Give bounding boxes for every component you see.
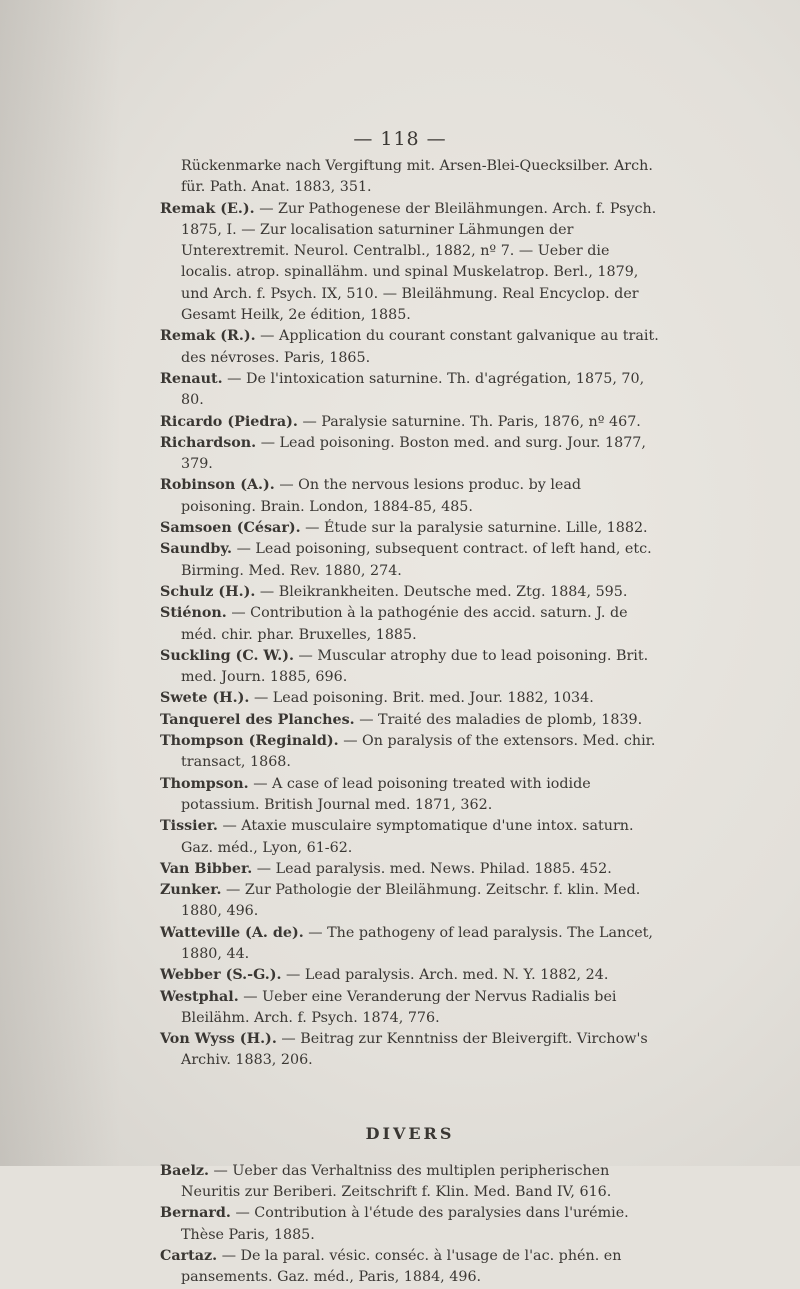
entry-text: — Zur Pathogenese der Bleilähmungen. Arch. f. Psych. 1875, I. — Zur localisation saturniner Lähmungen der Unterextremit. Neurol. Centralbl., 1882, nº 7. — Ueber die localis. atrop. spinallähm. und spinal Muskelatrop. Berl., 1879, und Arch. f. Psych. IX, 510. — Bleilähmung. Real Encyclop. der Gesamt Heilk, 2e édition, 1885. xyxy=(181,200,657,324)
bibliography-entry xyxy=(160,603,660,646)
bibliography-entry xyxy=(160,1246,660,1289)
bibliography-entry xyxy=(160,923,660,966)
bibliography-entry xyxy=(160,518,660,539)
entry-text: — Lead poisoning. Boston med. and surg. Jour. 1877, 379. xyxy=(181,434,646,473)
entry-text: — A case of lead poisoning treated with iodide potassium. British Journal med. 1871, 362. xyxy=(181,775,591,813)
bibliography-entry xyxy=(160,156,660,199)
bibliography-entry xyxy=(160,816,660,859)
entry-text: — De l'intoxication saturnine. Th. d'agrégation, 1875, 70, 80. xyxy=(181,370,645,409)
entry-author: Saundby. xyxy=(160,541,233,558)
bibliography-entry xyxy=(160,475,660,518)
page-number: — 118 — xyxy=(353,128,447,150)
bibliography-entry xyxy=(160,688,660,709)
entry-text: — The pathogeny of lead paralysis. The Lancet, 1880, 44. xyxy=(181,924,653,962)
entry-author: Von Wyss (H.). xyxy=(160,1031,277,1048)
bibliography-entry xyxy=(160,710,660,731)
entry-author: Cartaz. xyxy=(160,1247,218,1264)
entry-text: — Ataxie musculaire symptomatique d'une intox. saturn. Gaz. méd., Lyon, 61-62. xyxy=(181,818,634,856)
bibliography-entry xyxy=(160,433,660,476)
entry-author: Stiénon. xyxy=(160,605,227,622)
entry-text: — Beitrag zur Kenntniss der Bleivergift. Virchow's Archiv. 1883, 206. xyxy=(181,1031,648,1069)
entry-author: Schulz (H.). xyxy=(160,583,256,600)
entry-text: — Lead poisoning. Brit. med. Jour. 1882, 1034. xyxy=(253,690,594,707)
entry-author: Tanquerel des Planches. xyxy=(160,711,355,728)
divers-entry-list xyxy=(160,1161,660,1289)
entry-author: Remak (R.). xyxy=(160,328,256,345)
entry-text: — Bleikrankheiten. Deutsche med. Ztg. 1884, 595. xyxy=(259,583,628,600)
entry-author: Remak (E.). xyxy=(160,200,255,217)
entry-author: Ricardo (Piedra). xyxy=(160,413,298,430)
entry-text: — Muscular atrophy due to lead poisoning. Brit. med. Journ. 1885, 696. xyxy=(181,647,649,686)
entry-author: Westphal. xyxy=(160,988,239,1005)
entry-author: Swete (H.). xyxy=(160,690,250,707)
bibliography-entry xyxy=(160,1161,660,1204)
bibliography-entry xyxy=(160,199,660,327)
entry-text: — Contribution à la pathogénie des accid. saturn. J. de méd. chir. phar. Bruxelles, 1885. xyxy=(181,605,628,643)
entry-text: — Ueber eine Veranderung der Nervus Radialis bei Bleilähm. Arch. f. Psych. 1874, 776. xyxy=(181,988,617,1026)
bibliography-entry xyxy=(160,859,660,880)
bibliography-entry xyxy=(160,412,660,433)
entry-author: Baelz. xyxy=(160,1162,209,1179)
bibliography-entry xyxy=(160,582,660,603)
bibliography xyxy=(160,156,660,1289)
entry-text: — On paralysis of the extensors. Med. chir. transact, 1868. xyxy=(181,733,656,771)
entry-author: Van Bibber. xyxy=(160,860,253,877)
bibliography-entry xyxy=(160,774,660,817)
entry-author: Robinson (A.). xyxy=(160,477,275,494)
page-fold-shadow xyxy=(0,0,120,1166)
entry-author: Tissier. xyxy=(160,818,218,835)
entry-author: Suckling (C. W.). xyxy=(160,647,294,664)
bibliography-entry xyxy=(160,880,660,923)
entry-text: — Lead poisoning, subsequent contract. of left hand, etc. Birming. Med. Rev. 1880, 274. xyxy=(181,541,652,579)
entry-author: Bernard. xyxy=(160,1205,231,1222)
entry-text: — Zur Pathologie der Bleilähmung. Zeitschr. f. klin. Med. 1880, 496. xyxy=(181,882,641,920)
entry-list xyxy=(160,156,660,1072)
bibliography-entry xyxy=(160,1203,660,1246)
entry-author: Thompson (Reginald). xyxy=(160,733,339,750)
entry-author: Watteville (A. de). xyxy=(160,924,304,941)
entry-text: — Étude sur la paralysie saturnine. Lille, 1882. xyxy=(305,520,648,537)
bibliography-entry xyxy=(160,1029,660,1072)
entry-author: Renaut. xyxy=(160,370,223,387)
entry-text: — De la paral. vésic. conséc. à l'usage de l'ac. phén. en pansements. Gaz. méd., Paris, 1884, 496. xyxy=(181,1247,622,1286)
entry-author: Webber (S.-G.). xyxy=(160,967,282,984)
entry-text: — On the nervous lesions produc. by lead poisoning. Brain. London, 1884-85, 485. xyxy=(181,477,582,515)
entry-text: — Traité des maladies de plomb, 1839. xyxy=(359,711,643,728)
entry-text: — Contribution à l'étude des paralysies dans l'urémie. Thèse Paris, 1885. xyxy=(181,1205,629,1243)
bibliography-entry xyxy=(160,731,660,774)
entry-text: — Ueber das Verhaltniss des multiplen peripherischen Neuritis zur Beriberi. Zeitschrift f. Klin. Med. Band IV, 616. xyxy=(181,1162,612,1201)
entry-text: — Lead paralysis. med. News. Philad. 1885. 452. xyxy=(256,860,612,877)
entry-author: Richardson. xyxy=(160,434,257,451)
section-title: DIVERS xyxy=(365,1123,455,1143)
entry-author: Zunker. xyxy=(160,882,222,899)
bibliography-entry xyxy=(160,539,660,582)
bibliography-entry xyxy=(160,369,660,412)
entry-text: Rückenmarke nach Vergiftung mit. Arsen-Blei-Quecksilber. Arch. für. Path. Anat. 1883, 351. xyxy=(181,158,653,196)
entry-author: Samsoen (César). xyxy=(160,520,301,537)
entry-text: — Lead paralysis. Arch. med. N. Y. 1882, 24. xyxy=(286,967,609,984)
entry-text: — Paralysie saturnine. Th. Paris, 1876, nº 467. xyxy=(302,413,641,430)
bibliography-entry xyxy=(160,326,660,369)
entry-author: Thompson. xyxy=(160,775,249,792)
bibliography-entry xyxy=(160,987,660,1030)
entry-text: — Application du courant constant galvanique au trait. des névroses. Paris, 1865. xyxy=(181,328,659,366)
bibliography-entry xyxy=(160,646,660,689)
bibliography-entry xyxy=(160,965,660,986)
